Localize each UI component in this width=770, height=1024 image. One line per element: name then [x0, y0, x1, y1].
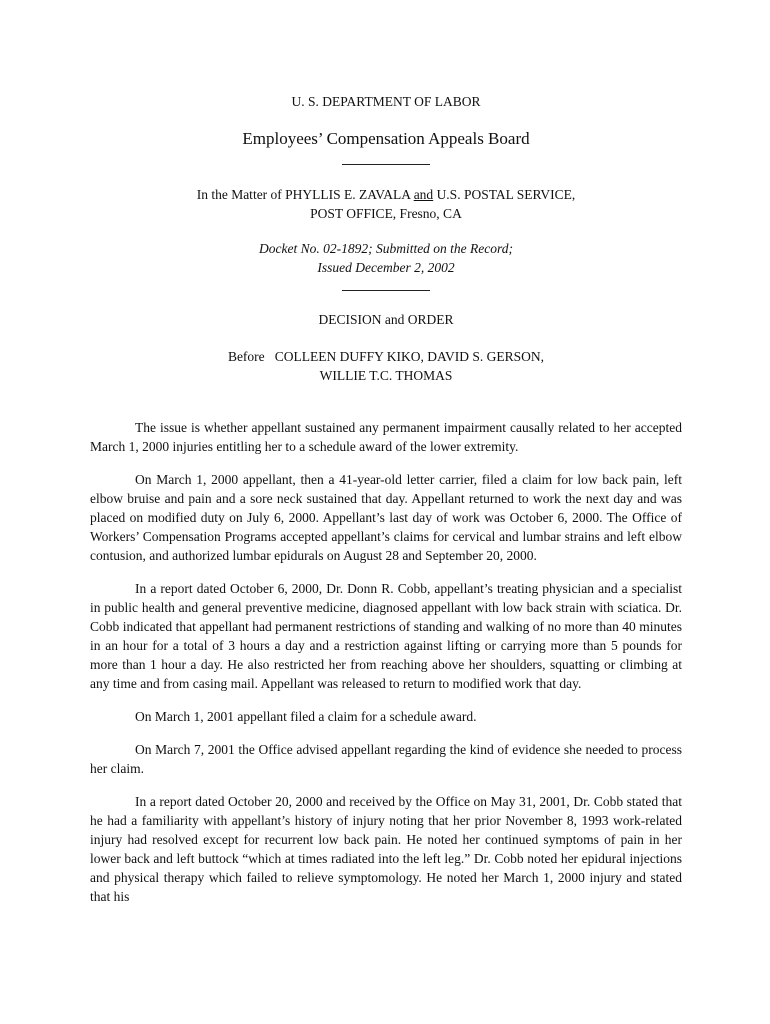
board-heading: Employees’ Compensation Appeals Board [242, 129, 530, 148]
panel-members-line-1: Before COLLEEN DUFFY KIKO, DAVID S. GERSON, [227, 349, 545, 364]
department-heading: U. S. DEPARTMENT OF LABOR [291, 94, 481, 109]
paragraph: On March 1, 2001 appellant filed a claim for a schedule award. [135, 709, 477, 724]
case-caption-prefix: In the Matter of PHYLLIS E. ZAVALA [196, 187, 414, 202]
paragraph: On March 7, 2001 the Office advised appellant regarding the kind of evidence she needed to process her claim. [90, 742, 682, 776]
page-content [90, 0, 682, 1024]
case-caption-line-1 [90, 185, 682, 204]
divider-rule [342, 290, 430, 291]
paragraph: In a report dated October 20, 2000 and received by the Office on May 31, 2001, Dr. Cobb stated that he had a familiarity with appellant’s history of injury noting that her prior November 8, 1993 work-related injury had resolved except for recurrent low back pain. He noted her continued symptoms of pain in her lower back and left buttock “which at times radiated into the left leg.” Dr. Cobb noted her epidural injections and physical therapy which failed to relieve symptomology. He noted her March 1, 2000 injury and stated that his [90, 794, 682, 904]
docket-line-2: Issued December 2, 2002 [317, 260, 455, 275]
panel-members-line-2: WILLIE T.C. THOMAS [319, 368, 453, 383]
paragraph: The issue is whether appellant sustained any permanent impairment causally related to her accepted March 1, 2000 injuries entitling her to a schedule award of the lower extremity. [90, 420, 682, 454]
case-caption [90, 185, 682, 223]
paragraph: In a report dated October 6, 2000, Dr. Donn R. Cobb, appellant’s treating physician and a specialist in public health and general preventive medicine, diagnosed appellant with low back strain with sciatica. Dr. Cobb indicated that appellant had permanent restrictions of standing and walking of no more than 40 minutes in an hour for a total of 3 hours a day and a restriction against lifting or carrying more than 5 pounds for more than 1 hour a day. He also restricted her from reaching above her shoulders, squatting or climbing at any time and from casing mail. Appellant was released to return to modified work that day. [90, 581, 682, 691]
divider-rule [342, 164, 430, 165]
paragraph: On March 1, 2000 appellant, then a 41-year-old letter carrier, filed a claim for low back pain, left elbow bruise and pain and a sore neck sustained that day. Appellant returned to work the next day and was placed on modified duty on July 6, 2000. Appellant’s last day of work was October 6, 2000. The Office of Workers’ Compensation Programs accepted appellant’s claims for cervical and lumbar strains and left elbow contusion, and authorized lumbar epidurals on August 28 and September 20, 2000. [90, 472, 682, 563]
docket-line-1: Docket No. 02-1892; Submitted on the Record; [258, 241, 514, 256]
case-caption-suffix: U.S. POSTAL SERVICE, [433, 187, 576, 202]
case-caption-line-2: POST OFFICE, Fresno, CA [310, 206, 462, 221]
decision-body [90, 418, 682, 920]
docket-info [90, 239, 682, 277]
panel-members [90, 347, 682, 385]
decision-title: DECISION and ORDER [318, 312, 454, 327]
case-caption-and: and [413, 187, 434, 202]
